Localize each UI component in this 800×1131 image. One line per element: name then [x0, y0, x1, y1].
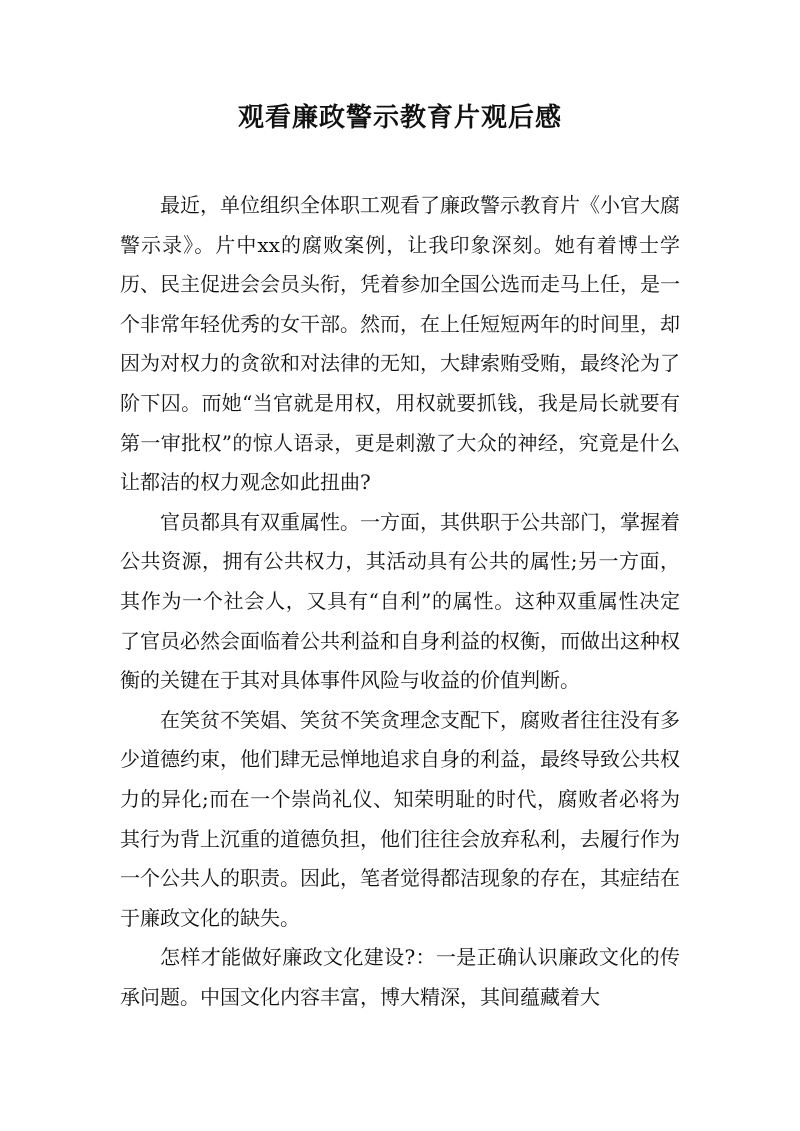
document-body: [120, 186, 680, 1017]
paragraph-4: 怎样才能做好廉政文化建设?：一是正确认识廉政文化的传承问题。中国文化内容丰富，博大精深，其间蕴藏着大: [120, 945, 680, 1009]
paragraph-3: 在笑贫不笑娼、笑贫不笑贪理念支配下，腐败者往往没有多少道德约束，他们肆无忌惮地追求自身的利益，最终导致公共权力的异化;而在一个崇尚礼仪、知荣明耻的时代，腐败者必将为其行为背上沉重的道德负担，他们往往会放弃私利，去履行作为一个公共人的职责。因此，笔者觉得都洁现象的存在，其症结在于廉政文化的缺失。: [120, 707, 680, 930]
paragraph-2: 官员都具有双重属性。一方面，其供职于公共部门，掌握着公共资源，拥有公共权力，其活动具有公共的属性;另一方面，其作为一个社会人，又具有“自利”的属性。这种双重属性决定了官员必然会面临着公共利益和自身利益的权衡，而做出这种权衡的关键在于其对具体事件风险与收益的价值判断。: [120, 509, 680, 693]
paragraph-1: 最近，单位组织全体职工观看了廉政警示教育片《小官大腐警示录》。片中xx的腐败案例，让我印象深刻。她有着博士学历、民主促进会会员头衔，凭着参加全国公选而走马上任，是一个非常年轻优秀的女干部。然而，在上任短短两年的时间里，却因为对权力的贪欲和对法律的无知，大肆索贿受贿，最终沦为了阶下囚。而她“当官就是用权，用权就要抓钱，我是局长就要有第一审批权”的惊人语录，更是刺激了大众的神经，究竟是什么让都洁的权力观念如此扭曲?: [120, 193, 680, 495]
document-title: 观看廉政警示教育片观后感: [237, 103, 562, 133]
